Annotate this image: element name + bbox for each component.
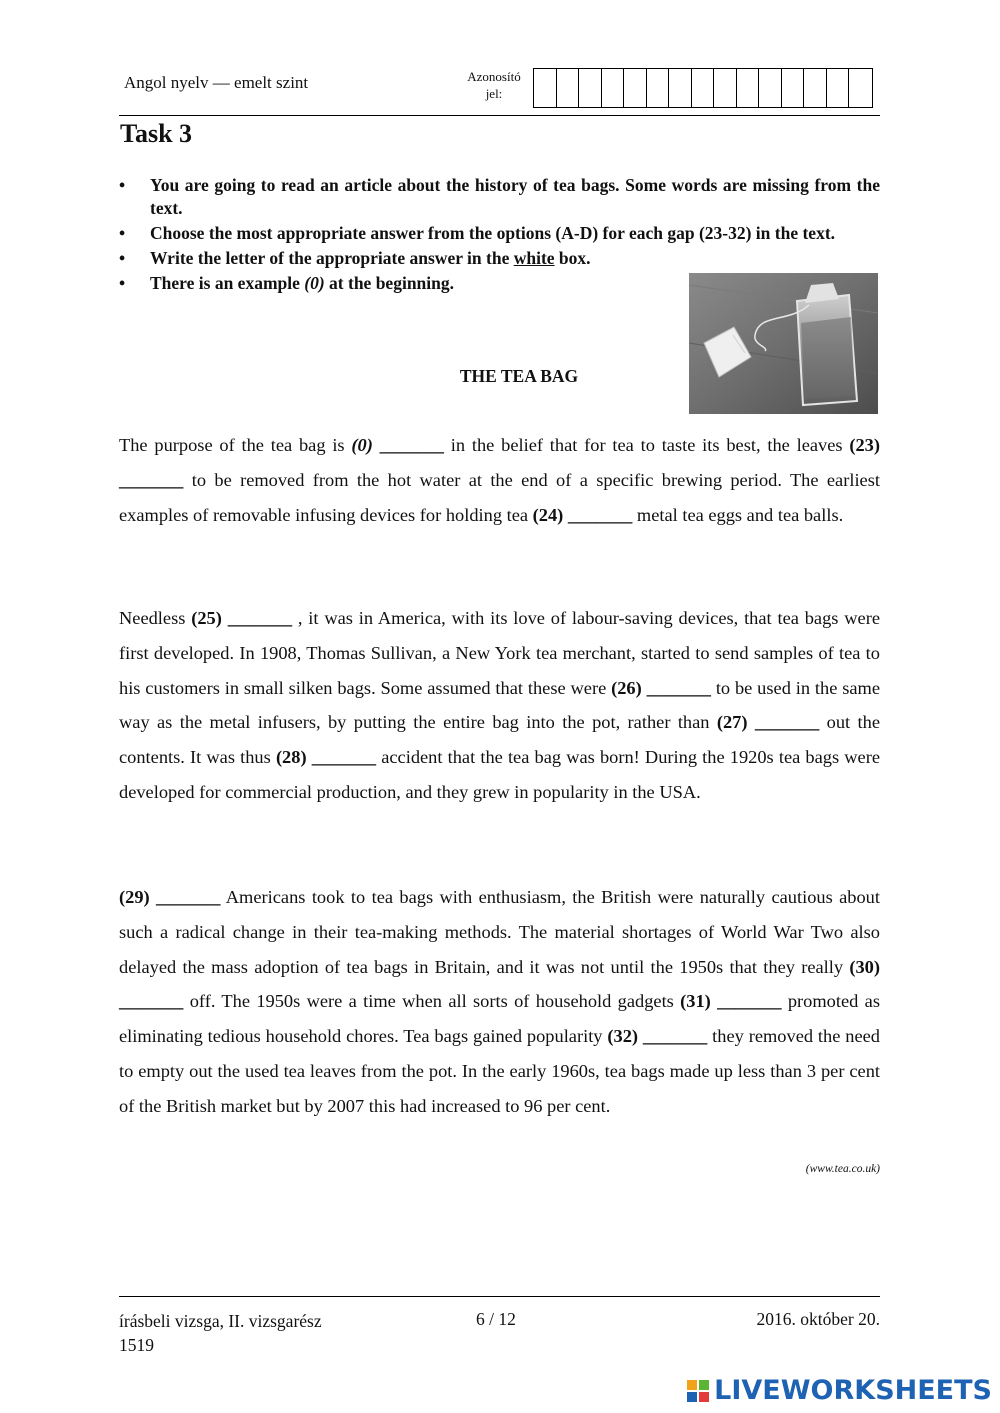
id-box[interactable]: [737, 69, 760, 107]
id-boxes[interactable]: [533, 68, 873, 108]
id-box[interactable]: [624, 69, 647, 107]
id-label-line2: jel:: [485, 86, 503, 101]
gap-number: (28): [275, 747, 307, 768]
gap-blank[interactable]: _______: [754, 712, 820, 733]
paragraph-text: to be removed from the hot water at the end of a specific brewing period. The earliest examples of removable infusing devices for holding tea: [119, 469, 880, 525]
footer-left: [119, 1309, 322, 1357]
liveworksheets-logo-icon: [687, 1376, 711, 1406]
paragraph-text: metal tea eggs and tea balls.: [632, 504, 844, 525]
gap-blank[interactable]: _______: [156, 887, 221, 907]
id-box[interactable]: [782, 69, 805, 107]
gap-0[interactable]: [351, 435, 444, 455]
id-label-line1: Azonosító: [467, 69, 521, 84]
gap-number: (31): [680, 991, 711, 1012]
instruction-item: [119, 174, 880, 220]
paragraph-text: The purpose of the tea bag is: [119, 435, 352, 455]
id-box[interactable]: [759, 69, 782, 107]
instruction-example: (0): [304, 273, 325, 293]
source-citation: (www.tea.co.uk): [805, 1163, 880, 1175]
footer-date: 2016. október 20.: [756, 1309, 880, 1329]
gap-31[interactable]: [680, 991, 781, 1011]
gap-blank[interactable]: _______: [642, 1026, 708, 1047]
gap-28[interactable]: [276, 747, 376, 767]
footer-rule: [119, 1296, 880, 1297]
gap-number: (30): [849, 956, 880, 977]
instruction-item: [119, 272, 680, 295]
gap-blank[interactable]: _______: [227, 608, 293, 628]
gap-26[interactable]: [611, 678, 711, 698]
tea-bag-photo: [689, 273, 878, 414]
id-box[interactable]: [804, 69, 827, 107]
paragraph-text: off. The 1950s were a time when all sorts of household gadgets: [183, 991, 681, 1012]
paragraph-text: out the contents. It was thus: [119, 712, 880, 768]
paragraph-text: promoted as eliminating tedious household chores. Tea bags gained popularity: [119, 991, 880, 1047]
instruction-text: Write the letter of the appropriate answer in the: [150, 248, 514, 268]
task-title: Task 3: [120, 119, 193, 148]
article-paragraph-3: [119, 880, 880, 1124]
paragraph-text: they removed the need to empty out the used tea leaves from the pot. In the early 1960s, tea bags made up less than 3 per cent of the British market but by 2007 this had increased to 96 per cent.: [119, 1026, 880, 1116]
gap-number: (26): [611, 677, 642, 698]
header-rule: [119, 115, 880, 116]
id-box[interactable]: [849, 69, 872, 107]
article-paragraph-1: [119, 428, 880, 532]
id-box[interactable]: [827, 69, 850, 107]
gap-number: (29): [119, 887, 150, 907]
gap-blank[interactable]: _______: [379, 435, 444, 455]
paragraph-text: , it was in America, with its love of labour-saving devices, that tea bags were first developed. In 1908, Thomas Sullivan, a New York tea merchant, started to send samples of tea to his customers in small silken bags. Some assumed that these were: [119, 608, 880, 698]
gap-27[interactable]: [717, 712, 819, 732]
gap-29[interactable]: [119, 887, 220, 907]
id-box[interactable]: [647, 69, 670, 107]
gap-blank[interactable]: _______: [567, 504, 633, 525]
paragraph-text: Needless: [119, 608, 192, 628]
liveworksheets-logo[interactable]: [687, 1375, 992, 1406]
id-box[interactable]: [557, 69, 580, 107]
footer-exam: írásbeli vizsga, II. vizsgarész: [119, 1311, 322, 1331]
id-box[interactable]: [579, 69, 602, 107]
gap-25[interactable]: [191, 608, 292, 628]
logo-text: LIVEWORKSHEETS: [714, 1375, 992, 1406]
footer-page-number: 6 / 12: [476, 1309, 516, 1329]
gap-blank[interactable]: _______: [119, 991, 184, 1012]
gap-number: (0): [351, 435, 373, 455]
id-box[interactable]: [602, 69, 625, 107]
article-paragraph-2: [119, 601, 880, 810]
instruction-text: Choose the most appropriate answer from the options (A-D) for each gap (23-32) in the text.: [150, 223, 836, 243]
instruction-text: box.: [554, 248, 591, 268]
instruction-text: You are going to read an article about the history of tea bags. Some words are missing from the text.: [150, 175, 880, 218]
gap-24[interactable]: [533, 505, 633, 525]
instruction-underlined: white: [513, 248, 555, 268]
paragraph-text: Americans took to tea bags with enthusiasm, the British were naturally cautious about such a radical change in their tea-making methods. The material shortages of World War Two also delayed the mass adoption of tea bags in Britain, and it was not until the 1950s that they really: [119, 887, 880, 977]
paragraph-text: to be used in the same way as the metal infusers, by putting the entire bag into the pot, rather than: [119, 677, 880, 733]
id-box[interactable]: [534, 69, 557, 107]
gap-32[interactable]: [607, 1026, 707, 1046]
gap-blank[interactable]: _______: [311, 747, 377, 768]
gap-blank[interactable]: _______: [119, 469, 184, 490]
header-subject: Angol nyelv — emelt szint: [124, 73, 309, 92]
id-label: [458, 68, 530, 102]
instruction-text: at the beginning.: [324, 273, 454, 293]
gap-number: (25): [191, 608, 222, 628]
instruction-text: There is an example: [150, 273, 305, 293]
paragraph-text: in the belief that for tea to taste its best, the leaves: [444, 435, 850, 455]
gap-number: (32): [607, 1026, 639, 1047]
id-box[interactable]: [714, 69, 737, 107]
id-box[interactable]: [669, 69, 692, 107]
footer-code: 1519: [119, 1335, 154, 1355]
gap-number: (23): [849, 435, 880, 455]
gap-number: (27): [716, 712, 748, 733]
instruction-item: [119, 222, 880, 245]
gap-blank[interactable]: _______: [646, 677, 711, 698]
gap-blank[interactable]: _______: [717, 991, 782, 1012]
instruction-item: [119, 247, 680, 270]
id-box[interactable]: [692, 69, 715, 107]
article-title: THE TEA BAG: [459, 366, 579, 386]
paragraph-text: accident that the tea bag was born! During the 1920s tea bags were developed for commercial production, and they grew in popularity in the USA.: [119, 747, 880, 802]
gap-number: (24): [532, 504, 564, 525]
